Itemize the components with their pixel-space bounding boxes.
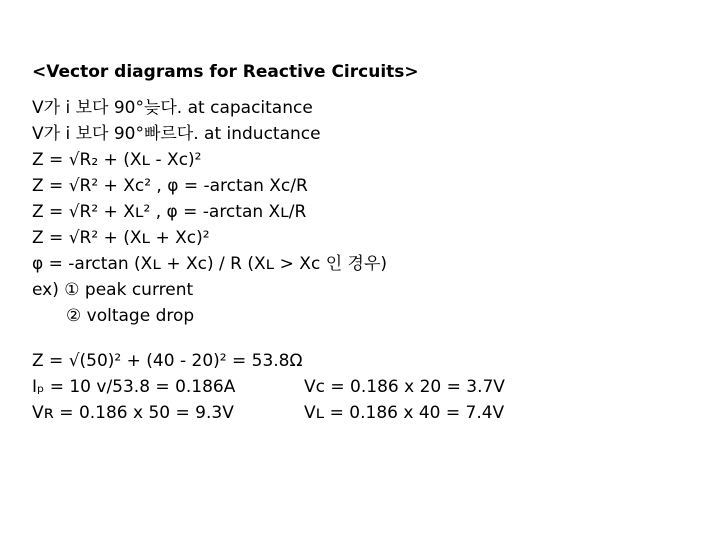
capacitor-voltage-calculation: Vc = 0.186 x 20 = 3.7V — [304, 377, 505, 397]
example-peak-current: ex) ① peak current — [32, 280, 194, 300]
resistor-voltage-calculation: Vʀ = 0.186 x 50 = 9.3V — [32, 403, 234, 423]
inductance-phase-line: V가 i 보다 90°빠르다. at inductance — [32, 124, 321, 144]
calc-row-1 — [32, 374, 505, 400]
impedance-capacitive-equation: Z = √R² + Xc² , φ = -arctan Xc/R — [32, 176, 308, 196]
equation-list — [32, 95, 387, 277]
capacitance-phase-line: V가 i 보다 90°늦다. at capacitance — [32, 98, 313, 118]
peak-current-calculation: Iₚ = 10 v/53.8 = 0.186A — [32, 377, 236, 397]
impedance-calculation: Z = √(50)² + (40 - 20)² = 53.8Ω — [32, 351, 303, 371]
impedance-inductive-equation: Z = √R² + Xʟ² , φ = -arctan Xʟ/R — [32, 202, 307, 222]
impedance-sum-equation: Z = √R² + (Xʟ + Xc)² — [32, 228, 210, 248]
inductor-voltage-calculation: Vʟ = 0.186 x 40 = 7.4V — [304, 403, 505, 423]
example-block — [32, 277, 194, 329]
calculation-block — [32, 348, 505, 426]
example-voltage-drop: ② voltage drop — [66, 306, 195, 326]
calc-row-2 — [32, 400, 505, 426]
phase-angle-equation: φ = -arctan (Xʟ + Xc) / R (Xʟ > Xc 인 경우) — [32, 254, 388, 274]
impedance-general-equation: Z = √R₂ + (Xʟ - Xc)² — [32, 150, 202, 170]
slide-title: <Vector diagrams for Reactive Circuits> — [32, 62, 419, 82]
